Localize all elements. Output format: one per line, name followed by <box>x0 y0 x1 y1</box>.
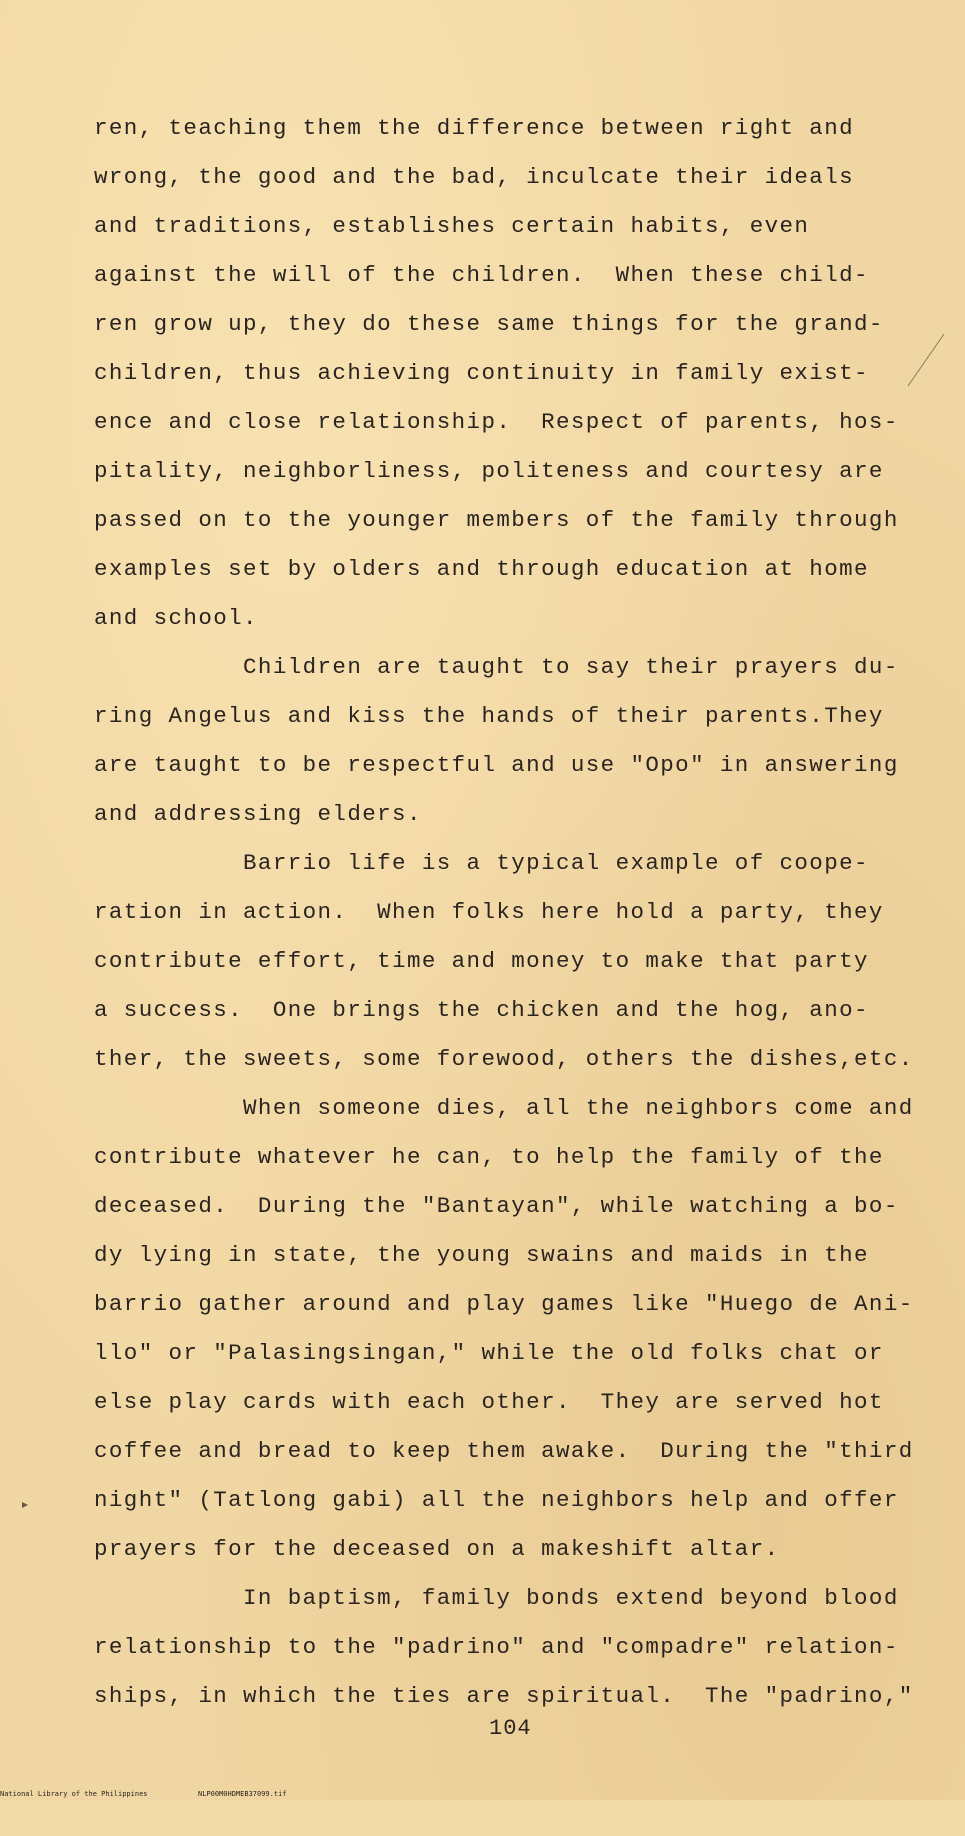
text-line: coffee and bread to keep them awake. During the "third <box>94 1438 914 1464</box>
text-line: and school. <box>94 605 258 631</box>
text-line: ring Angelus and kiss the hands of their parents.They <box>94 703 884 729</box>
text-line: ration in action. When folks here hold a party, they <box>94 899 884 925</box>
page-number: 104 <box>489 1716 532 1741</box>
margin-stroke-icon <box>900 330 950 390</box>
text-line: ren grow up, they do these same things for the grand- <box>94 311 884 337</box>
text-line: prayers for the deceased on a makeshift altar. <box>94 1536 780 1562</box>
text-line: night" (Tatlong gabi) all the neighbors help and offer <box>94 1487 899 1513</box>
footer-filename: NLP00M0HDMEB37099.tif <box>198 1790 287 1798</box>
text-line: In baptism, family bonds extend beyond blood <box>94 1585 899 1611</box>
text-line: and addressing elders. <box>94 801 422 827</box>
text-line: are taught to be respectful and use "Opo" in answering <box>94 752 899 778</box>
text-line: deceased. During the "Bantayan", while watching a bo- <box>94 1193 899 1219</box>
text-line: Children are taught to say their prayers du- <box>94 654 899 680</box>
text-line: barrio gather around and play games like "Huego de Ani- <box>94 1291 914 1317</box>
text-line: ther, the sweets, some forewood, others the dishes,etc. <box>94 1046 914 1072</box>
text-line: children, thus achieving continuity in family exist- <box>94 360 869 386</box>
text-line: wrong, the good and the bad, inculcate their ideals <box>94 164 855 190</box>
text-line: ren, teaching them the difference between right and <box>94 115 855 141</box>
text-line: against the will of the children. When these child- <box>94 262 869 288</box>
text-line: Barrio life is a typical example of coope- <box>94 850 869 876</box>
text-line: relationship to the "padrino" and "compadre" relation- <box>94 1634 899 1660</box>
footer-library: National Library of the Philippines <box>0 1790 148 1798</box>
text-line: a success. One brings the chicken and the hog, ano- <box>94 997 869 1023</box>
text-line: dy lying in state, the young swains and maids in the <box>94 1242 869 1268</box>
text-line: pitality, neighborliness, politeness and courtesy are <box>94 458 884 484</box>
text-line: ships, in which the ties are spiritual. The "padrino," <box>94 1683 914 1709</box>
margin-dot-icon <box>20 1500 30 1510</box>
text-line: examples set by olders and through education at home <box>94 556 869 582</box>
scan-footer <box>0 1788 965 1800</box>
text-line: contribute whatever he can, to help the family of the <box>94 1144 884 1170</box>
text-line: llo" or "Palasingsingan," while the old folks chat or <box>94 1340 884 1366</box>
text-line: ence and close relationship. Respect of parents, hos- <box>94 409 899 435</box>
text-line: and traditions, establishes certain habits, even <box>94 213 810 239</box>
text-line: contribute effort, time and money to make that party <box>94 948 869 974</box>
text-line: else play cards with each other. They are served hot <box>94 1389 884 1415</box>
text-line: When someone dies, all the neighbors come and <box>94 1095 914 1121</box>
text-line: passed on to the younger members of the family through <box>94 507 899 533</box>
